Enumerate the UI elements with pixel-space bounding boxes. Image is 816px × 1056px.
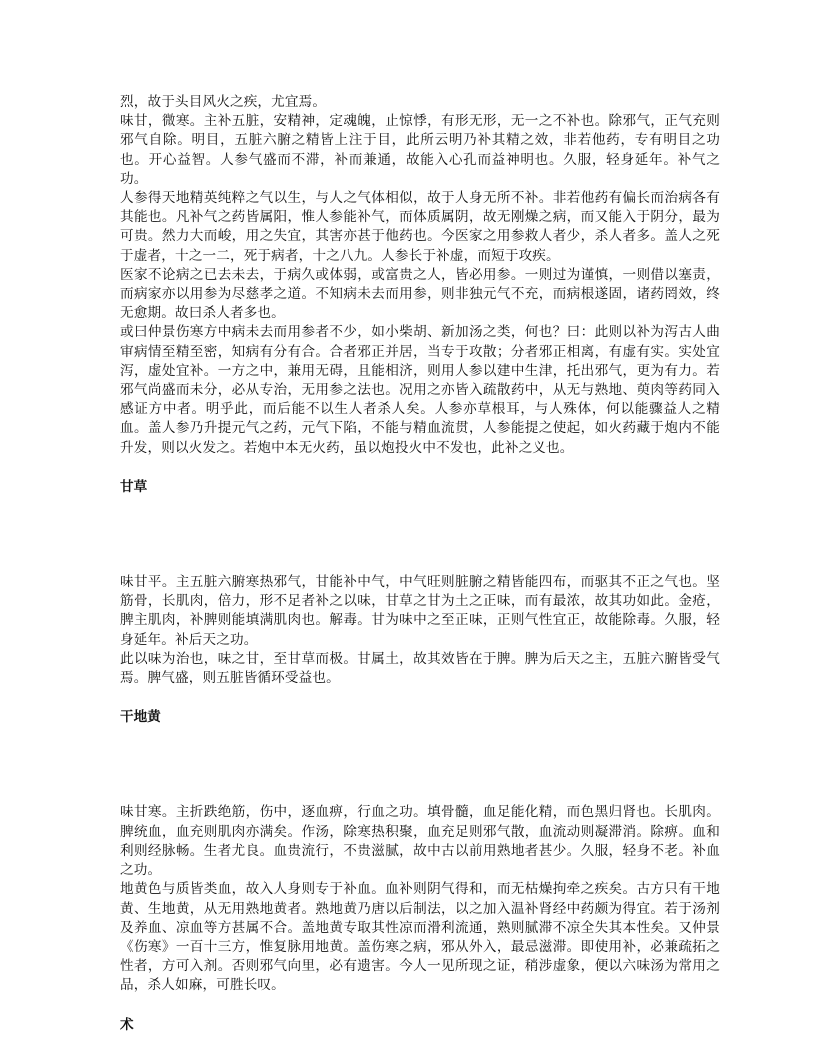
gancao-paragraph-2: 此以味为治也，味之甘，至甘草而极。甘属土，故其效皆在于脾。脾为后天之主，五脏六腑皆受气焉。脾气盛，则五脏皆循环受益也。 [120, 650, 720, 687]
gancao-paragraph-1: 味甘平。主五脏六腑寒热邪气，甘能补中气，中气旺则脏腑之精皆能四布，而驱其不正之气也。坚筋骨，长肌肉，倍力，形不足者补之以味，甘草之甘为土之正味，而有最浓，故其功如此。金疮，脾主肌肉，补脾则能填满肌肉也。解毒。甘为味中之至正味，正则气性宜正，故能除毒。久服，轻身延年。补后天之功。 [120, 574, 720, 648]
spacer [120, 996, 720, 1016]
gandihuang-paragraph-2: 地黄色与质皆类血，故入人身则专于补血。血补则阴气得和，而无枯燥拘牵之疾矣。古方只有干地黄、生地黄，从无用熟地黄者。熟地黄乃唐以后制法，以之加入温补肾经中药颇为得宜。若于汤剂及养血、凉血等方甚属不合。盖地黄专取其性凉而滑利流通，熟则腻滞不凉全失其本性矣。又仲景《伤寒》一百十三方，惟复脉用地黄。盖伤寒之病，邪从外入，最忌滋滞。即使用补，必兼疏拓之性者，方可入剂。否则邪气向里，必有遗害。今人一见所现之证，稍涉虚象，便以六味汤为常用之品，杀人如麻，可胜长叹。 [120, 881, 720, 994]
gandihuang-paragraph-1: 味甘寒。主折跌绝筋，伤中，逐血痹，行血之功。填骨髓，血足能化精，而色黑归肾也。长肌肉。脾统血，血充则肌肉亦满矣。作汤，除寒热积聚，血充足则邪气散，血流动则凝滞消。除痹。血和利则经脉畅。生者尤良。血贵流行，不贵滋腻，故中古以前用熟地者甚少。久服，轻身不老。补血之功。 [120, 804, 720, 879]
section-heading-zhu: 术 [120, 1016, 134, 1033]
spacer [120, 688, 720, 708]
ginseng-paragraph-1: 烈，故于头目风火之疾，尤宜焉。 [120, 94, 327, 110]
ginseng-paragraph-2: 味甘，微寒。主补五脏，安精神，定魂魄，止惊悸，有形无形，无一之不补也。除邪气，正气充则邪气自除。明目，五脏六腑之精皆上注于目，此所云明乃补其精之效，非若他药，专有明目之功也。开心益智。人参气盛而不滞，补而兼通，故能入心孔而益神明也。久服，轻身延年。补气之功。 [120, 113, 720, 187]
ginseng-paragraph-3: 人参得天地精英纯粹之气以生，与人之气体相似，故于人身无所不补。非若他药有偏长而治病各有其能也。凡补气之药皆属阳，惟人参能补气，而体质属阴，故无刚燥之病，而又能入于阴分，最为可贵。然力大而峻，用之失宜，其害亦甚于他药也。今医家之用参救人者少，杀人者多。盖人之死于虚者，十之一二，死于病者，十之八九。人参长于补虚，而短于攻疾。 [120, 190, 720, 264]
section-heading-gandihuang: 干地黄 [120, 709, 161, 726]
ginseng-paragraph-4: 医家不论病之已去未去，于病久或体弱，或富贵之人，皆必用参。一则过为谨慎，一则借以塞责，而病家亦以用参为尽慈孝之道。不知病未去而用参，则非独元气不充，而病根遂固，诸药罔效，终无愈期。故曰杀人者多也。 [120, 266, 720, 322]
spacer [120, 458, 720, 478]
spacer [120, 727, 720, 803]
section-heading-gancao: 甘草 [120, 478, 148, 495]
spacer [120, 497, 720, 573]
ginseng-paragraph-5: 或曰仲景伤寒方中病未去而用参者不少，如小柴胡、新加汤之类，何也？曰：此则以补为泻古人曲审病情至精至密，知病有分有合。合者邪正并居，当专于攻散；分者邪正相离，有虚有实。实处宜泻，虚处宜补。一方之中，兼用无碍，且能相济，则用人参以建中生津，托出邪气，更为有力。若邪气尚盛而未分，必从专治，无用参之法也。况用之亦皆入疏散药中，从无与熟地、萸肉等药同入感证方中者。明乎此，而后能不以生人者杀人矣。人参亦草根耳，与人殊体，何以能骤益人之精血。盖人参乃升提元气之药，元气下陷，不能与精血流贯，人参能提之使起，如火药藏于炮内不能升发，则以火发之。若炮中本无火药，虽以炮投火中不发也，此补之义也。 [120, 324, 720, 456]
